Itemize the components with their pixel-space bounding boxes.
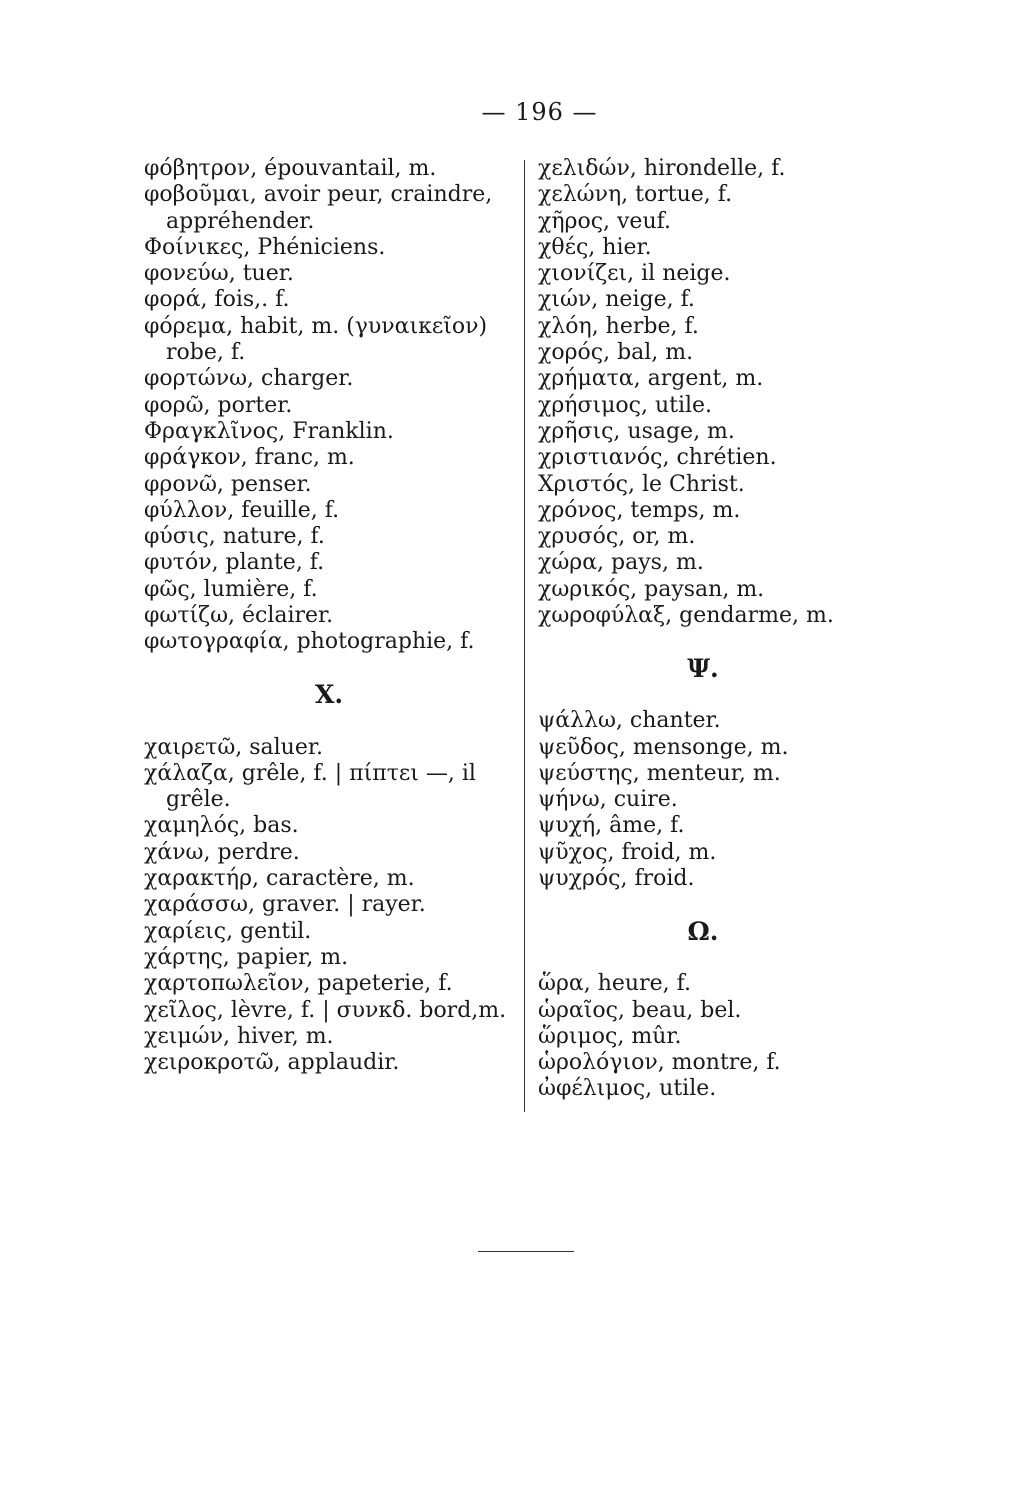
entry: χαμηλός, bas. — [144, 813, 299, 839]
entry: χρήσιμος, utile. — [538, 392, 713, 418]
entry: χαράσσω, graver. | rayer. — [144, 892, 426, 918]
entry: χρήματα, argent, m. — [538, 366, 764, 392]
section-heading-chi: X. — [314, 679, 344, 709]
entry: φρονῶ, penser. — [144, 471, 312, 497]
spacer — [538, 682, 868, 708]
entry: χωρικός, paysan, m. — [538, 576, 765, 602]
entry: ψάλλω, chanter. — [538, 708, 721, 734]
entry: χειροκροτῶ, applaudir. — [144, 1050, 400, 1076]
entry: ψεύστης, menteur, m. — [538, 760, 781, 786]
entry: χάλαζα, grêle, f. | πίπτει —, il — [144, 760, 476, 786]
spacer — [538, 629, 868, 655]
entry: χάρτης, papier, m. — [144, 944, 349, 970]
entry: χαρτοπωλεῖον, papeterie, f. — [144, 971, 453, 997]
page-number: — 196 — — [481, 98, 598, 126]
entry: ὥριμος, mûr. — [538, 1023, 682, 1049]
entry: Χριστός, le Christ. — [538, 471, 745, 497]
entry: χριστιανός, chrétien. — [538, 445, 777, 471]
left-column — [144, 156, 514, 1076]
entry: χελώνη, tortue, f. — [538, 182, 733, 208]
entry: φονεύω, tuer. — [144, 261, 294, 287]
entry: χωροφύλαξ, gendarme, m. — [538, 603, 834, 629]
entry: χιών, neige, f. — [538, 287, 695, 313]
entry-continuation: robe, f. — [166, 340, 246, 366]
entry: χώρα, pays, m. — [538, 550, 704, 576]
right-column — [538, 156, 868, 1103]
entry: χειμών, hiver, m. — [144, 1023, 334, 1049]
spacer — [144, 656, 514, 682]
entry: χαρακτήρ, caractère, m. — [144, 866, 415, 892]
entry: χῆρος, veuf. — [538, 208, 671, 234]
entry: φωτίζω, éclairer. — [144, 603, 334, 629]
entry: χορός, bal, m. — [538, 340, 694, 366]
entry: φῶς, lumière, f. — [144, 576, 318, 602]
entry: χθές, hier. — [538, 234, 652, 260]
entry: χιονίζει, il neige. — [538, 261, 731, 287]
entry: φόβητρον, épouvantail, m. — [144, 156, 437, 181]
end-rule — [478, 1251, 574, 1252]
section-heading-psi: Ψ. — [687, 653, 719, 683]
entry-continuation: grêle. — [166, 787, 231, 813]
entry: ψῦχος, froid, m. — [538, 839, 717, 865]
entry: ὡρολόγιον, montre, f. — [538, 1050, 781, 1076]
entry: φυτόν, plante, f. — [144, 550, 325, 576]
entry: ψυχή, âme, f. — [538, 813, 685, 839]
entry: Φοίνικες, Phéniciens. — [144, 234, 386, 260]
entry: ψυχρός, froid. — [538, 866, 695, 892]
entry: χαιρετῶ, saluer. — [144, 734, 323, 760]
entry: φύσις, nature, f. — [144, 524, 325, 550]
entry: χάνω, perdre. — [144, 839, 300, 865]
entry: ὥρα, heure, f. — [538, 971, 691, 997]
section-heading-omega: Ω. — [687, 916, 719, 946]
entry: φράγκον, franc, m. — [144, 445, 355, 471]
spacer — [144, 708, 514, 734]
entry: ψήνω, cuire. — [538, 787, 678, 813]
entry: χρῆσις, usage, m. — [538, 418, 735, 444]
entry: χλόη, herbe, f. — [538, 313, 699, 339]
entry: χεῖλος, lèvre, f. | συνκδ. bord,m. — [144, 997, 507, 1023]
entry-continuation: appréhender. — [166, 208, 315, 234]
entry: φορά, fois,. f. — [144, 287, 290, 313]
entry: χρυσός, or, m. — [538, 524, 696, 550]
spacer — [538, 892, 868, 918]
entry: φοβοῦμαι, avoir peur, craindre, — [144, 182, 493, 208]
spacer — [538, 945, 868, 971]
entry: φύλλον, feuille, f. — [144, 497, 340, 523]
entry: χελιδών, hirondelle, f. — [538, 156, 786, 181]
column-divider — [524, 160, 525, 1112]
entry: Φραγκλῖνος, Franklin. — [144, 418, 394, 444]
entry: ψεῦδος, mensonge, m. — [538, 734, 789, 760]
entry: φορῶ, porter. — [144, 392, 293, 418]
entry: φορτώνω, charger. — [144, 366, 354, 392]
entry: ὡραῖος, beau, bel. — [538, 997, 742, 1023]
entry: φωτογραφία, photographie, f. — [144, 629, 475, 655]
entry: φόρεμα, habit, m. (γυναικεῖον) — [144, 313, 488, 339]
entry: χρόνος, temps, m. — [538, 497, 741, 523]
entry: ὠφέλιμος, utile. — [538, 1076, 717, 1102]
entry: χαρίεις, gentil. — [144, 918, 312, 944]
